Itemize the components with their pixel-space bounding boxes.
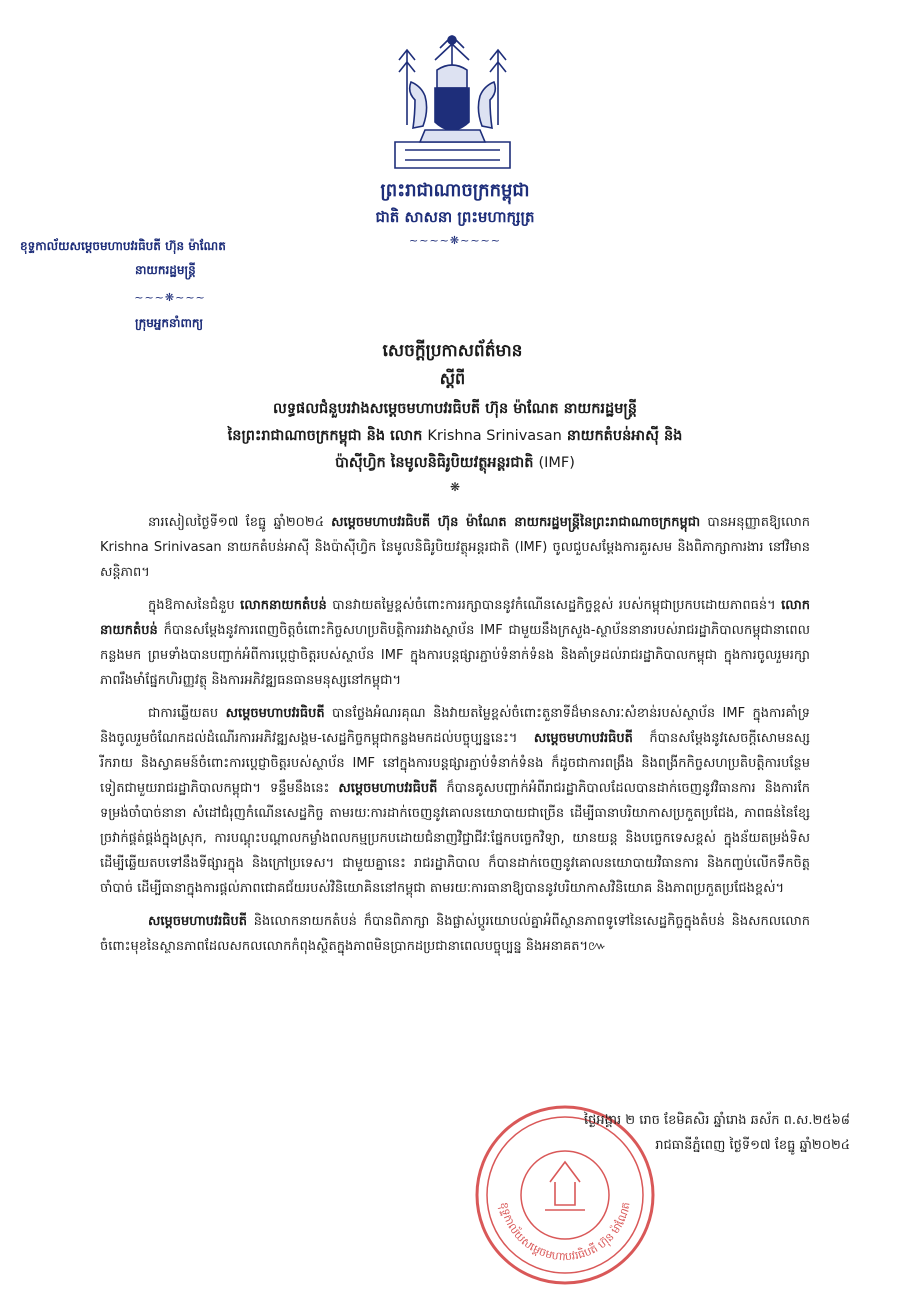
header-ornament: ~~~~❋~~~~ bbox=[409, 234, 501, 247]
title-divider-icon: ❋ bbox=[449, 480, 461, 494]
subject-line-1: លទ្ធផលជំនួបរវាងសម្តេចមហាបវរធិបតី ហ៊ុន ម៉ាណែត នាយករដ្ឋមន្ត្រី bbox=[273, 401, 637, 417]
issuing-office: ខុទ្ទកាល័យសម្តេចមហាបវរធិបតី ហ៊ុន ម៉ាណែត bbox=[20, 239, 226, 253]
paragraph-3: ជាការឆ្លើយតប សម្តេចមហាបវរធិបតី បានថ្លែងអំណរគុណ និងវាយតម្លៃខ្ពស់ចំពោះតួនាទីដ៏មានសារៈសំខាន់របស់ស្ថាប័ន IMF ក្នុងការគាំទ្រ និងចូលរួមចំណែកដល់ដំណើរការអភិវឌ្ឍសង្គម-សេដ្ឋកិច្ចកម្ពុជាកន្លងមកដល់បច្ចុប្បន្ននេះ។ សម្តេចមហាបវរធិបតី ក៏បានសម្តែងនូវសេចក្តីសោមនស្សរីករាយ និងស្វាគមន៍ចំពោះការប្តេជ្ញាចិត្តរបស់ស្ថាប័ន IMF នៅក្នុងការបន្តផ្សារភ្ជាប់ទំនាក់ទំនង ក៏ដូចជាការពង្រឹង និងពង្រីកកិច្ចសហប្រតិបត្តិការបន្ថែមទៀតជាមួយរាជរដ្ឋាភិបាលកម្ពុជា។ ទន្ទឹមនឹងនេះ សម្តេចមហាបវរធិបតី ក៏បានគូសបញ្ជាក់អំពីរាជរដ្ឋាភិបាលដែលបានដាក់ចេញនូវវិធានការ និងការកែទម្រង់ចាំបាច់នានា សំដៅជំរុញកំណើនសេដ្ឋកិច្ច តាមរយៈការដាក់ចេញនូវគោលនយោបាយជាច្រើន ដើម្បីធានាបរិយាកាសប្រកួតប្រជែង, ភាពធន់នៃខ្សែច្រវាក់ផ្គត់ផ្គង់ក្នុងស្រុក, ការបណ្តុះបណ្តាលកម្លាំងពលកម្មប្រកបដោយជំនាញវិជ្ជាជីវៈផ្នែកបច្ចេកវិទ្យា, យានយន្ត និងបច្ចេកទេសខ្ពស់ ក្នុងន័យតម្រង់ទិសដើម្បីឆ្លើយតបទៅនឹងទីផ្សារក្នុង និងក្រៅប្រទេស។ ជាមួយគ្នានេះ រាជរដ្ឋាភិបាល ក៏បានដាក់ចេញនូវគោលនយោបាយវិធានការ និងកញ្ចប់លើកទឹកចិត្តចាំបាច់ ដើម្បីធានាក្នុងការផ្តល់ភាពជោគជ័យរបស់វិនិយោគិននៅកម្ពុជា តាមរយៈការធានាឱ្យបាននូវបរិយាកាសវិនិយោគ និងភាពប្រកួតប្រជែងខ្ពស់។ bbox=[100, 706, 810, 896]
subject-title bbox=[160, 396, 750, 477]
seal-text: ខុទ្ទកាល័យសម្តេចមហាបវរធិបតី ហ៊ុន ម៉ាណែត bbox=[497, 1201, 633, 1264]
lunar-date: ថ្ងៃអង្គារ ២ រោច ខែមិគសិរ ឆ្នាំរោង ឆស័ក ព.ស.២៥៦៨ bbox=[583, 1113, 850, 1128]
paragraph-2: ក្នុងឱកាសនៃជំនួប លោកនាយកតំបន់ បានវាយតម្លៃខ្ពស់ចំពោះការរក្សាបាននូវកំណើនសេដ្ឋកិច្ចខ្ពស់ របស់កម្ពុជាប្រកបដោយភាពធន់។ លោកនាយកតំបន់ ក៏បានសម្តែងនូវការពេញចិត្តចំពោះកិច្ចសហប្រតិបត្តិការរវាងស្ថាប័ន IMF ជាមួយនឹងក្រសួង-ស្ថាប័ននានារបស់រាជរដ្ឋាភិបាលកម្ពុជានាពេលកន្លងមក ព្រមទាំងបានបញ្ជាក់អំពីការប្តេជ្ញាចិត្តរបស់ស្ថាប័ន IMF ក្នុងការបន្តផ្សារភ្ជាប់ទំនាក់ទំនង និងគាំទ្រដល់រាជរដ្ឋាភិបាលកម្ពុជា ក្នុងការចូលរួមរក្សាភាពរឹងមាំផ្នែកហិរញ្ញវត្ថុ និងការអភិវឌ្ឍធនធានមនុស្សនៅកម្ពុជា។ bbox=[100, 598, 811, 688]
paragraph-1: នារសៀលថ្ងៃទី១៧ ខែធ្នូ ឆ្នាំ២០២៤ សម្តេចមហាបវរធិបតី ហ៊ុន ម៉ាណែត នាយករដ្ឋមន្ត្រីនៃព្រះរាជាណាចក្រកម្ពុជា បានអនុញ្ញាតឱ្យលោក Krishna Srinivasan នាយកតំបន់អាស៊ី និងប៉ាស៊ីហ្វិក នៃមូលនិធិរូបិយវត្ថុអន្តរជាតិ (IMF) ចូលជួបសម្តែងការគួរសម និងពិភាក្សាការងារ នៅវិមានសន្តិភាព។ bbox=[100, 515, 811, 580]
body-text bbox=[100, 510, 810, 967]
office-ornament: ~~~❋~~~ bbox=[134, 291, 206, 304]
subject-line-2: នៃព្រះរាជាណាចក្រកម្ពុជា និង លោក Krishna Srinivasan នាយកតំបន់អាស៊ី និង bbox=[227, 428, 683, 444]
issuing-office-title: នាយករដ្ឋមន្ត្រី bbox=[135, 263, 196, 277]
document-type: សេចក្តីប្រកាសព័ត៌មាន bbox=[382, 341, 523, 361]
subject-org-acronym: (IMF) bbox=[538, 455, 575, 471]
kingdom-name: ព្រះរាជាណាចក្រកម្ពុជា bbox=[380, 180, 530, 201]
subject-line-3: ប៉ាស៊ីហ្វិក នៃមូលនិធិរូបិយវត្ថុអន្តរជាតិ (IMF) bbox=[335, 455, 575, 471]
issue-date-place: រាជធានីភ្នំពេញ ថ្ងៃទី១៧ ខែធ្នូ ឆ្នាំ២០២៤ bbox=[655, 1138, 850, 1153]
subject-heading: ស្តីពី bbox=[439, 369, 466, 388]
paragraph-4: សម្តេចមហាបវរធិបតី និងលោកនាយកតំបន់ ក៏បានពិភាក្សា និងផ្លាស់ប្តូរយោបល់គ្នាអំពីស្ថានភាពទូទៅនៃសេដ្ឋកិច្ចក្នុងតំបន់ និងសកលលោក ចំពោះមុខនៃស្ថានភាពដែលសកលលោកកំពុងស្ថិតក្នុងភាពមិនប្រាកដប្រជានាពេលបច្ចុប្បន្ន និងអនាគត។៚ bbox=[100, 914, 810, 954]
spokesperson-unit: ក្រុមអ្នកនាំពាក្យ bbox=[135, 316, 204, 330]
subject-person-name: Krishna Srinivasan bbox=[427, 428, 562, 444]
royal-coat-of-arms-icon bbox=[385, 30, 520, 180]
national-motto: ជាតិ សាសនា ព្រះមហាក្សត្រ bbox=[375, 208, 535, 226]
